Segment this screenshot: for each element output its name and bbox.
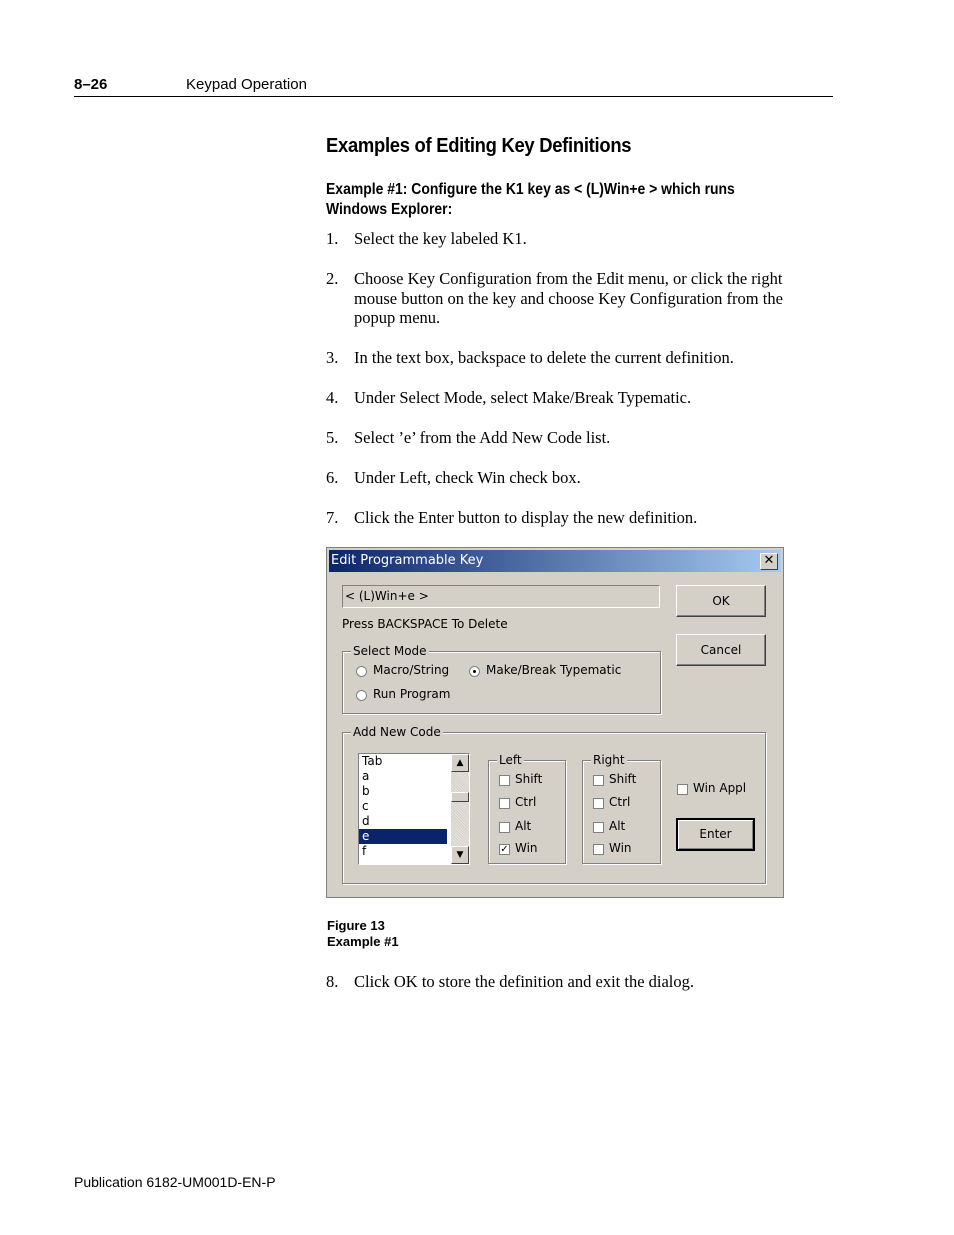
win-appl-checkbox[interactable]	[677, 784, 688, 795]
step-number: 5.	[326, 428, 339, 447]
left-shift-checkbox[interactable]	[499, 775, 510, 786]
radio-run-program[interactable]	[356, 690, 367, 701]
checkbox-label: Ctrl	[609, 795, 631, 809]
checkbox-label: Alt	[609, 819, 626, 833]
header-rule	[74, 96, 833, 97]
step-number: 6.	[326, 468, 339, 487]
backspace-hint: Press BACKSPACE To Delete	[342, 617, 508, 631]
radio-label: Macro/String	[373, 663, 450, 677]
list-item[interactable]: d	[362, 814, 370, 828]
figure-title: Example #1	[327, 934, 399, 949]
list-item[interactable]: c	[362, 799, 369, 813]
right-win-checkbox[interactable]	[593, 844, 604, 855]
right-modifiers-group	[582, 753, 661, 864]
list-item-selected[interactable]: e	[359, 829, 447, 844]
select-mode-group	[342, 644, 661, 714]
step-number: 3.	[326, 348, 339, 367]
radio-label: Make/Break Typematic	[486, 663, 622, 677]
figure-caption	[327, 918, 399, 950]
checkbox-label: Win	[609, 841, 632, 855]
step-text: Click the Enter button to display the new definition.	[354, 508, 698, 527]
close-button[interactable]	[760, 553, 778, 570]
list-item[interactable]: f	[362, 844, 367, 858]
checkbox-label: Shift	[515, 772, 543, 786]
list-item[interactable]: a	[362, 769, 370, 783]
ok-button[interactable]: OK	[676, 585, 766, 617]
checkbox-label: Shift	[609, 772, 637, 786]
scroll-down-button[interactable]	[451, 846, 469, 864]
list-scrollbar[interactable]	[451, 754, 469, 864]
list-item[interactable]: b	[362, 784, 370, 798]
checkmark-icon: ✓	[500, 844, 509, 855]
step-text: Choose Key Configuration from the Edit menu, or click the right mouse button on the key and choose Key Configuration from the popup menu.	[354, 269, 783, 327]
section-title: Examples of Editing Key Definitions	[326, 135, 632, 157]
dialog-title: Edit Programmable Key	[331, 553, 484, 568]
win-appl-label: Win Appl	[693, 781, 747, 795]
enter-button[interactable]: Enter	[676, 818, 755, 851]
arrow-up-icon: ▲	[456, 758, 464, 768]
left-alt-checkbox[interactable]	[499, 822, 510, 833]
step-number: 4.	[326, 388, 339, 407]
list-item[interactable]: Tab	[362, 754, 383, 768]
scroll-thumb[interactable]	[451, 792, 469, 802]
step-text: Click OK to store the definition and exit the dialog.	[354, 972, 695, 991]
step-text: In the text box, backspace to delete the current definition.	[354, 348, 734, 367]
cancel-button[interactable]: Cancel	[676, 634, 766, 666]
code-listbox[interactable]	[358, 753, 470, 865]
right-alt-checkbox[interactable]	[593, 822, 604, 833]
add-new-code-legend: Add New Code	[353, 725, 441, 739]
edit-programmable-key-dialog	[326, 547, 784, 898]
step-number: 1.	[326, 229, 339, 248]
checkbox-label: Win	[515, 841, 538, 855]
example-heading: Example #1: Configure the K1 key as < (L)Win+e > which runs Windows Explorer:	[326, 181, 735, 218]
step-text: Under Select Mode, select Make/Break Typematic.	[354, 388, 692, 407]
page-number: 8–26	[74, 76, 108, 93]
radio-macro-string[interactable]	[356, 666, 367, 677]
dialog-titlebar[interactable]	[329, 550, 781, 572]
left-ctrl-checkbox[interactable]	[499, 798, 510, 809]
radio-make-break-typematic[interactable]	[469, 666, 480, 677]
publication-footer: Publication 6182-UM001D-EN-P	[74, 1174, 276, 1190]
close-icon: ✕	[763, 553, 775, 568]
step-text: Select ’e’ from the Add New Code list.	[354, 428, 611, 447]
checkbox-label: Ctrl	[515, 795, 537, 809]
step-number: 2.	[326, 269, 339, 288]
right-legend: Right	[593, 753, 625, 767]
checkbox-label: Alt	[515, 819, 532, 833]
step-number: 8.	[326, 972, 339, 991]
step-text: Under Left, check Win check box.	[354, 468, 581, 487]
arrow-down-icon: ▼	[456, 850, 464, 860]
step-number: 7.	[326, 508, 339, 527]
right-shift-checkbox[interactable]	[593, 775, 604, 786]
select-mode-legend: Select Mode	[353, 644, 427, 658]
figure-number: Figure 13	[327, 918, 385, 933]
left-modifiers-group	[488, 753, 566, 864]
scroll-up-button[interactable]	[451, 754, 469, 772]
step-text: Select the key labeled K1.	[354, 229, 527, 248]
definition-field[interactable]: < (L)Win+e >	[342, 585, 660, 608]
left-legend: Left	[499, 753, 522, 767]
chapter-title: Keypad Operation	[186, 76, 307, 93]
radio-label: Run Program	[373, 687, 451, 701]
right-ctrl-checkbox[interactable]	[593, 798, 604, 809]
left-win-checkbox[interactable]	[499, 844, 510, 855]
